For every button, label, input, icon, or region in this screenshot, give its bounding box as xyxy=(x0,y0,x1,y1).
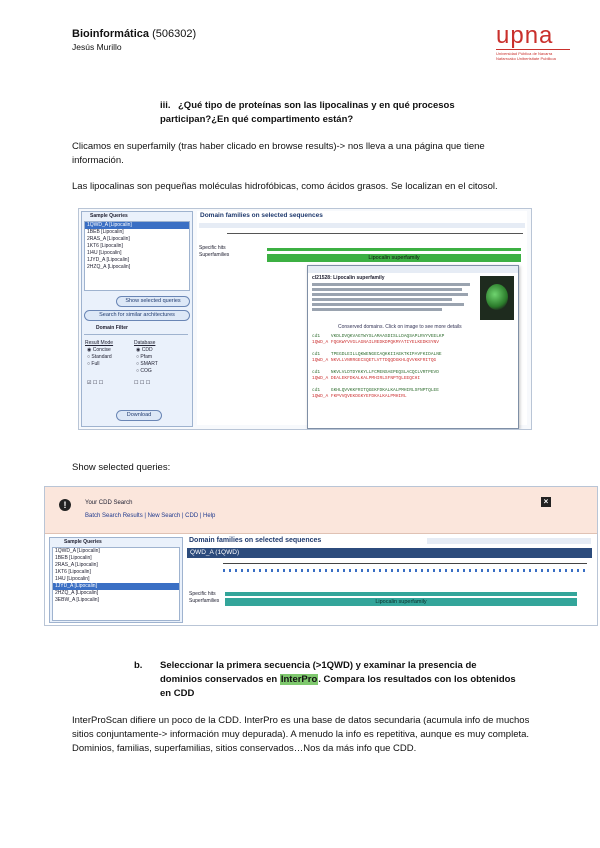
query-item[interactable]: 1I4U [Lipocalin] xyxy=(87,250,122,256)
question-text: ¿Qué tipo de proteínas son las lipocalinas y en qué procesos participan?¿En qué compartimento están? xyxy=(160,100,455,125)
info-banner xyxy=(45,487,597,534)
left-panel xyxy=(81,211,193,427)
specific-hit-bar[interactable] xyxy=(267,248,521,251)
results-title-2: Domain families on selected sequences xyxy=(189,537,322,544)
section-divider xyxy=(84,334,188,335)
left-panel-title: Sample Queries xyxy=(90,213,128,219)
ruler-line xyxy=(227,233,523,234)
toolbar-strip xyxy=(199,223,525,228)
download-button[interactable]: Download xyxy=(116,410,162,421)
radio-option[interactable]: ○ SMART xyxy=(136,361,158,367)
sequence-header: QWD_A (1QWD) xyxy=(187,548,592,558)
item-b-text-before: Seleccionar la primera secuencia (>1QWD) y examinar la presencia de dominios conservados en xyxy=(160,660,477,685)
item-b xyxy=(134,659,520,701)
radio-option[interactable]: ○ COG xyxy=(136,368,152,374)
question-number: iii. xyxy=(160,100,171,111)
query-item[interactable]: 2RAS_A [Lipocalin] xyxy=(55,562,98,568)
radio-option[interactable]: ○ Standard xyxy=(87,354,112,360)
popup-title: cl21528: Lipocalin superfamily xyxy=(312,275,385,281)
popup-description xyxy=(312,283,472,313)
query-item-selected[interactable]: 1JYD_A [Lipocalin] xyxy=(53,583,179,590)
logo-word: upna xyxy=(496,22,554,49)
cdd-screenshot-1 xyxy=(78,208,532,430)
query-item[interactable]: 1BEB [Lipocalin] xyxy=(87,229,124,235)
specific-hits-label-2: Specific hits xyxy=(189,591,216,597)
superfamily-popup xyxy=(307,265,519,429)
query-item[interactable]: 1BEB [Lipocalin] xyxy=(55,555,92,561)
superfamily-bar[interactable]: Lipocalin superfamily xyxy=(267,254,521,262)
paragraph-2: Las lipocalinas son pequeñas moléculas hidrofóbicas, como ácidos grasos. Se localizan en el citosol. xyxy=(72,181,498,192)
superfamilies-label-2: Superfamilies xyxy=(189,598,220,604)
question-iii xyxy=(160,99,500,127)
checkbox-option[interactable]: ☑ ☐ ☐ xyxy=(87,380,104,386)
banner-title: Your CDD Search xyxy=(85,500,133,506)
radio-option[interactable]: ◉ CDD xyxy=(136,347,153,353)
ruler-line-2 xyxy=(223,563,587,564)
query-item[interactable]: 2RAS_A [Lipocalin] xyxy=(87,236,130,242)
close-icon[interactable]: × xyxy=(541,497,551,507)
item-b-text-after: . Compara los resultados con los obtenidos en CDD xyxy=(160,674,516,699)
radio-option[interactable]: ○ Pfam xyxy=(136,354,153,360)
query-item[interactable]: 2HZQ_A [Lipocalin] xyxy=(87,264,131,270)
paragraph-3: InterProScan difiere un poco de la CDD. InterPro es una base de datos secundaria (acumula info de muchos sitios conjuntamente-> información muy depurada). A menudo la info es repetitiva, aunque es muy completa. Dominios, familias, superfamilias, sitios conservados…Nos da más info que CDD. xyxy=(72,715,530,754)
radio-option[interactable]: ◉ Concise xyxy=(87,347,111,353)
author-name: Jesús Murillo xyxy=(72,42,122,52)
database-title: Database xyxy=(134,340,156,346)
query-listbox[interactable] xyxy=(84,221,190,291)
specific-hit-bar-2[interactable] xyxy=(225,592,577,596)
cdd-screenshot-2 xyxy=(44,486,598,626)
structure-image[interactable] xyxy=(480,276,514,320)
display-options[interactable] xyxy=(427,538,591,544)
course-name: Bioinformática xyxy=(72,28,150,40)
left-panel-2 xyxy=(49,537,183,623)
popup-titlebar xyxy=(308,266,518,273)
results-title: Domain families on selected sequences xyxy=(200,212,323,219)
banner-links[interactable]: Batch Search Results | New Search | CDD | Help xyxy=(85,513,216,519)
query-item[interactable]: 1JYD_A [Lipocalin] xyxy=(87,257,129,263)
alignment-block: cd1 VKDLDVQKVAGTWYSLAMAASDISLLDAQSAPLRVYVEELKP 1QWD_A FQGKWYVVGLAGNAILREDKDPQKMYATIYELKEDKSYNV cd1 TPEGDLEILLQKWENGECAQKKIIAEKTKIPAVFKIDALNE 1QWD_A NKVLLVNRRGECSQETLVTTDQQDGKHLQVVKKFRITQG cd1 NKVLVLDTDYKKYLLFCMENSAEPEQSLACQCLVRTPEVD 1QWD_A DEALEKFDKALKALPMHIRLSFNPTQLEEQCHI cd1 GKHLQVVKKFRITQGEKFDKALKALPMHIRLSFNPTQLEE 1QWD_A FKPVVQVEKDGKYEFDKALKALPMHIRL xyxy=(312,334,445,399)
query-item[interactable]: 1KT6 [Lipocalin] xyxy=(55,569,91,575)
logo-rule xyxy=(496,49,570,50)
popup-caption: Conserved domains. Click on image to see more details xyxy=(338,324,462,330)
logo-subtitle-2: Nafarroako Unibertsitate Publikoa xyxy=(496,56,556,61)
query-item[interactable]: 1KT6 [Lipocalin] xyxy=(87,243,123,249)
show-selected-queries-button[interactable]: Show selected queries xyxy=(116,296,190,307)
query-item[interactable]: 1I4U [Lipocalin] xyxy=(55,576,90,582)
query-item[interactable]: 2HZQ_A [Lipocalin] xyxy=(55,590,99,596)
course-code: (506302) xyxy=(152,28,197,40)
site-markers xyxy=(223,569,587,572)
upna-logo xyxy=(496,24,570,61)
alert-icon: ! xyxy=(59,499,71,511)
query-item[interactable]: 3EBW_A [Lipocalin] xyxy=(55,597,99,603)
interpro-highlight: InterPro xyxy=(280,674,318,685)
checkbox-option[interactable]: ☐ ☐ ☐ xyxy=(134,380,151,386)
result-mode-title: Result Mode xyxy=(85,340,114,346)
search-similar-button[interactable]: Search for similar architectures xyxy=(84,310,190,321)
specific-hits-label: Specific hits xyxy=(199,245,226,251)
superfamily-bar-2[interactable]: Lipocalin superfamily xyxy=(225,598,577,606)
course-title xyxy=(72,28,196,40)
right-panel-2 xyxy=(187,537,593,621)
section-title: Domain Filter xyxy=(96,325,128,331)
paragraph-1: Clicamos en superfamily (tras haber clicado en browse results)-> nos lleva a una página que tiene información. xyxy=(72,141,485,166)
query-item[interactable]: 1QWD_A [Lipocalin] xyxy=(85,222,189,229)
query-listbox-2[interactable] xyxy=(52,547,180,621)
superfamilies-label: Superfamilies xyxy=(199,252,230,258)
query-item[interactable]: 1QWD_A [Lipocalin] xyxy=(55,548,100,554)
logo-subtitle-1: Universidad Pública de Navarra xyxy=(496,51,553,56)
left-panel-title-2: Sample Queries xyxy=(64,539,102,545)
radio-option[interactable]: ○ Full xyxy=(87,361,100,367)
label-show-selected: Show selected queries: xyxy=(72,462,171,473)
item-b-letter: b. xyxy=(134,660,143,671)
